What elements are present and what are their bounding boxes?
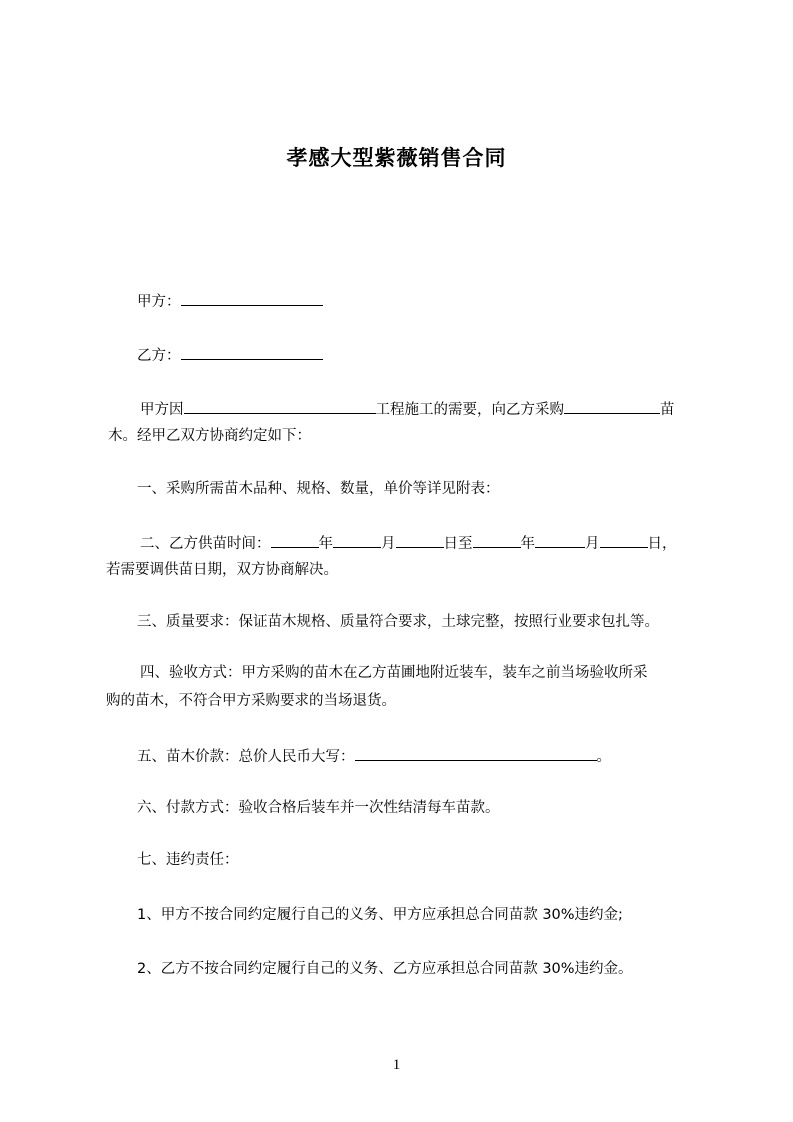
party-b-blank <box>181 344 323 360</box>
month-label: 月 <box>381 536 396 552</box>
day-to-label: 日至 <box>443 536 473 552</box>
clause-6: 六、付款方式：验收合格后装车并一次性结清每车苗款。 <box>137 800 500 816</box>
total-price-blank <box>355 745 597 761</box>
clause-2-line-1 <box>140 532 677 554</box>
end-day-blank <box>600 532 648 548</box>
start-year-blank <box>271 532 319 548</box>
intro-line-1 <box>140 398 675 420</box>
clause-3: 三、质量要求：保证苗木规格、质量符合要求，土球完整，按照行业要求包扎等。 <box>137 614 659 630</box>
party-a-line <box>137 290 323 312</box>
project-name-blank <box>184 398 376 414</box>
clause-5-label: 五、苗木价款：总价人民币大写： <box>137 749 355 765</box>
page-number: 1 <box>392 1057 401 1073</box>
page-title: 孝感大型紫薇销售合同 <box>286 146 507 170</box>
year-label: 年 <box>318 536 333 552</box>
intro-text-3: 苗 <box>660 402 675 418</box>
clause-4-line-2: 购的苗木，不符合甲方采购要求的当场退货。 <box>106 693 396 709</box>
day-label: 日， <box>647 536 677 552</box>
month-label: 月 <box>585 536 600 552</box>
seedling-name-blank <box>564 398 660 414</box>
clause-4-line-1: 四、验收方式：甲方采购的苗木在乙方苗圃地附近装车，装车之前当场验收所采 <box>140 665 648 681</box>
end-month-blank <box>535 532 585 548</box>
party-b-line <box>137 344 323 366</box>
start-month-blank <box>333 532 381 548</box>
clause-7-heading: 七、违约责任： <box>137 852 239 868</box>
end-year-blank <box>473 532 521 548</box>
intro-text-2: 工程施工的需要，向乙方采购 <box>375 402 564 418</box>
year-label: 年 <box>520 536 535 552</box>
party-b-label: 乙方： <box>137 348 181 364</box>
start-day-blank <box>396 532 444 548</box>
intro-line-2: 木。经甲乙双方协商约定如下： <box>108 428 311 444</box>
clause-7-item-2: 2、乙方不按合同约定履行自己的义务、乙方应承担总合同苗款 30%违约金。 <box>137 961 633 977</box>
clause-1: 一、采购所需苗木品种、规格、数量，单价等详见附表： <box>137 481 500 497</box>
clause-7-item-1: 1、甲方不按合同约定履行自己的义务、甲方应承担总合同苗款 30%违约金; <box>137 907 623 923</box>
clause-2-label: 二、乙方供苗时间： <box>140 536 271 552</box>
clause-2-line-2: 若需要调供苗日期，双方协商解决。 <box>106 562 338 578</box>
party-a-label: 甲方： <box>137 294 181 310</box>
party-a-blank <box>181 290 323 306</box>
clause-5-end: 。 <box>596 749 611 765</box>
clause-5 <box>137 745 611 767</box>
intro-text-1: 甲方因 <box>140 402 184 418</box>
